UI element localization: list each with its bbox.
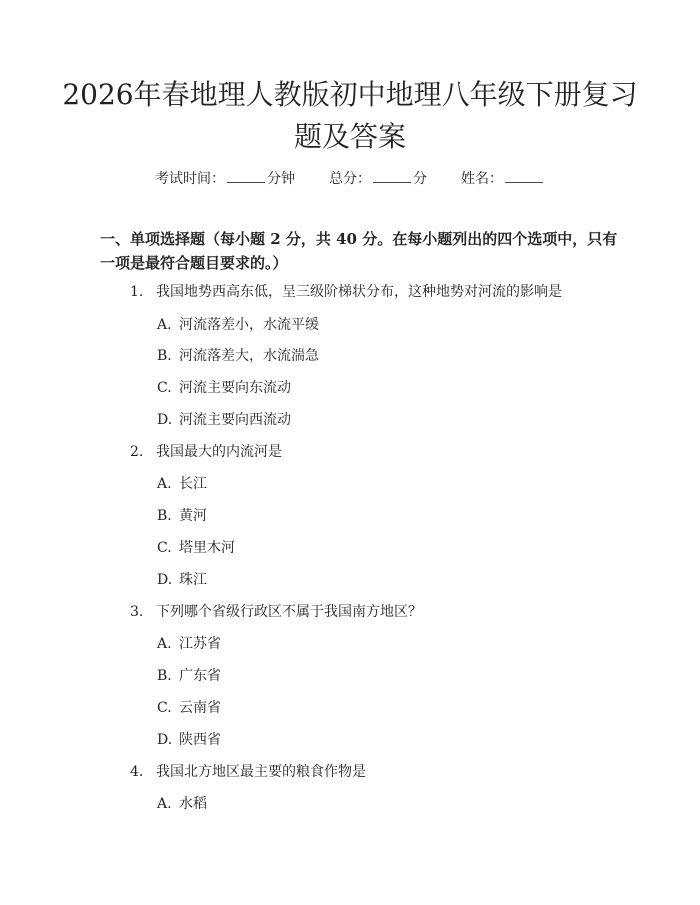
option-label: B. bbox=[157, 348, 172, 364]
option-1-c bbox=[157, 377, 291, 397]
option-label: D. bbox=[157, 572, 173, 588]
option-label: B. bbox=[157, 508, 172, 524]
option-text: 陕西省 bbox=[179, 732, 221, 748]
option-1-b bbox=[157, 345, 319, 365]
option-3-d bbox=[157, 729, 221, 749]
option-2-b bbox=[157, 505, 207, 525]
question-text: 我国北方地区最主要的粮食作物是 bbox=[156, 764, 366, 780]
option-text: 河流主要向东流动 bbox=[179, 380, 291, 396]
option-text: 长江 bbox=[179, 476, 207, 492]
option-2-d bbox=[157, 569, 207, 589]
exam-info-bar bbox=[0, 168, 700, 188]
option-4-a bbox=[157, 793, 207, 813]
question-1 bbox=[130, 281, 562, 301]
exam-time-blank bbox=[227, 170, 265, 183]
question-number: 1. bbox=[130, 284, 144, 300]
option-text: 河流落差大，水流湍急 bbox=[179, 348, 319, 364]
option-2-a bbox=[157, 473, 207, 493]
option-3-b bbox=[157, 665, 221, 685]
exam-time-unit: 分钟 bbox=[267, 171, 295, 187]
option-label: C. bbox=[157, 700, 172, 716]
total-score-unit: 分 bbox=[413, 171, 427, 187]
question-number: 2. bbox=[130, 444, 144, 460]
name-field bbox=[461, 168, 545, 188]
option-label: A. bbox=[157, 317, 172, 333]
option-label: A. bbox=[157, 476, 172, 492]
option-text: 广东省 bbox=[179, 668, 221, 684]
option-3-a bbox=[157, 633, 221, 653]
question-4 bbox=[130, 761, 366, 781]
option-label: C. bbox=[157, 540, 172, 556]
question-text: 下列哪个省级行政区不属于我国南方地区？ bbox=[156, 604, 422, 620]
name-label: 姓名： bbox=[461, 171, 503, 187]
question-3 bbox=[130, 601, 422, 621]
total-score-label: 总分： bbox=[329, 171, 371, 187]
option-text: 水稻 bbox=[179, 796, 207, 812]
exam-time-field bbox=[155, 168, 295, 188]
option-label: A. bbox=[157, 796, 172, 812]
option-2-c bbox=[157, 537, 235, 557]
option-text: 河流落差小，水流平缓 bbox=[179, 317, 319, 333]
option-1-d bbox=[157, 409, 291, 429]
option-text: 珠江 bbox=[179, 572, 207, 588]
question-text: 我国最大的内流河是 bbox=[156, 444, 282, 460]
option-3-c bbox=[157, 697, 221, 717]
exam-time-label: 考试时间： bbox=[155, 171, 225, 187]
option-text: 黄河 bbox=[179, 508, 207, 524]
option-text: 云南省 bbox=[179, 700, 221, 716]
option-text: 塔里木河 bbox=[179, 540, 235, 556]
option-label: B. bbox=[157, 668, 172, 684]
question-number: 4. bbox=[130, 764, 144, 780]
question-number: 3. bbox=[130, 604, 144, 620]
option-text: 河流主要向西流动 bbox=[179, 412, 291, 428]
option-label: C. bbox=[157, 380, 172, 396]
option-label: D. bbox=[157, 732, 173, 748]
section-heading: 一、单项选择题（每小题 2 分，共 40 分。在每小题列出的四个选项中，只有一项是最符合题目要求的。） bbox=[100, 230, 618, 272]
total-score-field bbox=[329, 168, 427, 188]
option-1-a bbox=[157, 314, 319, 334]
page-title: 2026年春地理人教版初中地理八年级下册复习题及答案 bbox=[62, 78, 638, 153]
option-text: 江苏省 bbox=[179, 636, 221, 652]
option-label: A. bbox=[157, 636, 172, 652]
question-2 bbox=[130, 441, 282, 461]
question-text: 我国地势西高东低，呈三级阶梯状分布，这种地势对河流的影响是 bbox=[156, 284, 562, 300]
name-blank bbox=[505, 170, 543, 183]
total-score-blank bbox=[373, 170, 411, 183]
option-label: D. bbox=[157, 412, 173, 428]
